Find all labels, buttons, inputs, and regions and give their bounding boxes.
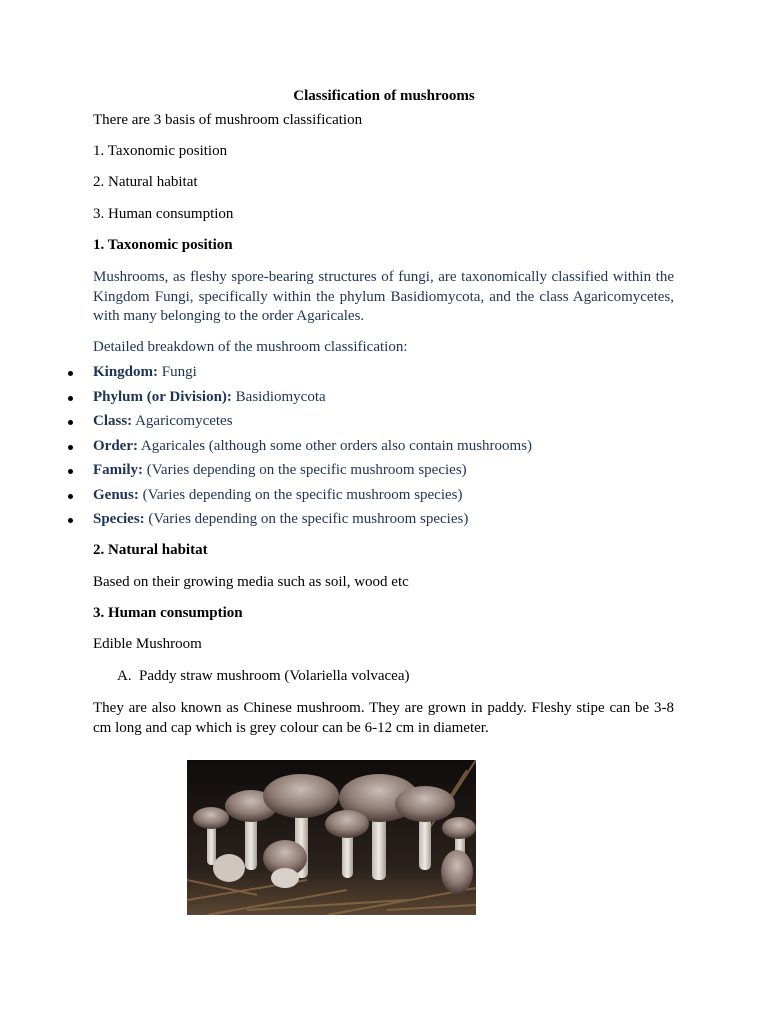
- bullet-value: Agaricomycetes: [132, 413, 233, 429]
- bullet-value: Agaricales (although some other orders also contain mushrooms): [137, 437, 533, 454]
- bullet-icon: [68, 420, 73, 425]
- bullet-label: Genus:: [93, 486, 139, 503]
- document-title: Classification of mushrooms: [293, 88, 475, 104]
- habitat-text: Based on their growing media such as soil, wood etc: [93, 574, 409, 590]
- list-item: [93, 487, 463, 504]
- section1-heading: 1. Taxonomic position: [93, 237, 233, 253]
- bullet-icon: [68, 494, 73, 499]
- bullet-label: Order:: [93, 437, 138, 454]
- bullet-icon: [68, 445, 73, 450]
- list-item: [93, 511, 468, 528]
- bullet-icon: [68, 469, 73, 474]
- paddy-straw-item: Paddy straw mushroom (Volariella volvacea): [139, 668, 410, 684]
- bullet-label: Phylum (or Division):: [93, 388, 232, 405]
- intro-text: There are 3 basis of mushroom classification: [93, 112, 363, 128]
- bullet-value: (Varies depending on the specific mushroom species): [144, 511, 469, 527]
- list-item: [93, 413, 233, 430]
- section2-heading: 2. Natural habitat: [93, 542, 208, 558]
- section3-heading: 3. Human consumption: [93, 605, 243, 621]
- bullet-label: Family:: [93, 462, 143, 478]
- list-item: [93, 462, 467, 479]
- bullet-icon: [68, 371, 73, 376]
- bullet-value: Basidiomycota: [231, 388, 326, 405]
- basis-item-3: 3. Human consumption: [93, 206, 234, 222]
- list-item: [93, 389, 326, 406]
- bullet-value: (Varies depending on the specific mushroom species): [143, 462, 467, 478]
- bullet-label: Class:: [93, 413, 133, 429]
- list-marker: A.: [117, 668, 132, 684]
- bullet-icon: [68, 396, 73, 401]
- list-item: [93, 438, 532, 455]
- taxonomy-paragraph: Mushrooms, as fleshy spore-bearing structures of fungi, are taxonomically classified within the Kingdom Fungi, specifically within the phylum Basidiomycota, and the class Agaricomycetes, with many belonging to the order Agaricales.: [93, 269, 674, 324]
- paddy-straw-paragraph: They are also known as Chinese mushroom. They are grown in paddy. Fleshy stipe can be 3-8 cm long and cap which is grey colour can be 6-12 cm in diameter.: [93, 700, 674, 736]
- bullet-label: Kingdom:: [93, 364, 159, 380]
- breakdown-intro: Detailed breakdown of the mushroom classification:: [93, 339, 408, 355]
- bullet-value: (Varies depending on the specific mushroom species): [138, 486, 463, 503]
- bullet-icon: [68, 518, 73, 523]
- edible-subheading: Edible Mushroom: [93, 636, 202, 652]
- basis-item-2: 2. Natural habitat: [93, 174, 198, 190]
- bullet-label: Species:: [93, 511, 145, 527]
- basis-item-1: 1. Taxonomic position: [93, 143, 228, 159]
- bullet-value: Fungi: [158, 364, 197, 380]
- paddy-straw-mushroom-photo: [187, 760, 476, 915]
- list-item: [93, 364, 197, 381]
